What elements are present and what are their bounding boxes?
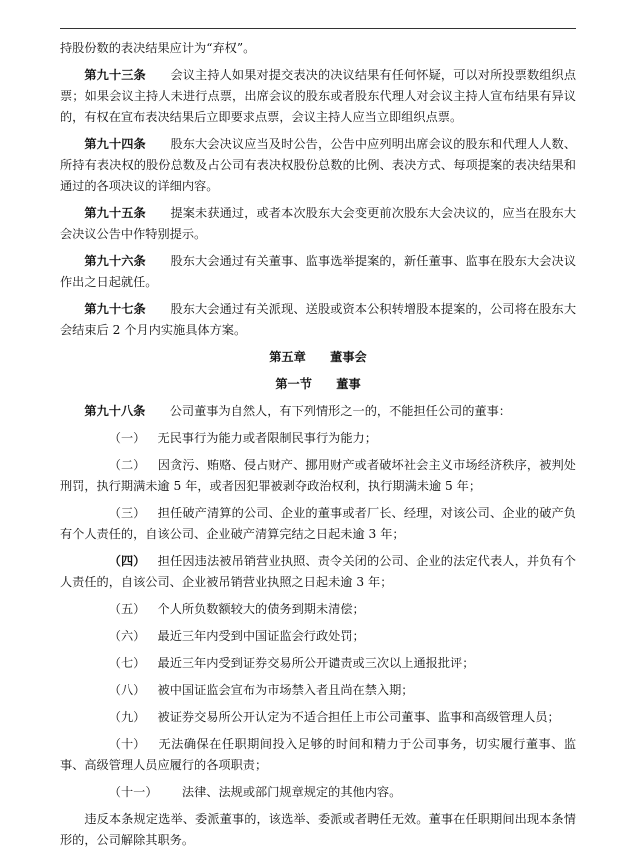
article-text: 提案未获通过，或者本次股东大会变更前次股东大会决议的，应当在股东大会决议公告中作特别提示。 xyxy=(60,206,577,241)
list-item xyxy=(60,707,576,728)
list-item xyxy=(60,734,576,776)
item-text: 无民事行为能力或者限制民事行为能力； xyxy=(157,431,377,445)
item-label: （九） xyxy=(108,710,146,724)
item-label: （一） xyxy=(108,431,146,445)
item-label: （六） xyxy=(108,629,146,643)
section-heading: 第一节 董事 xyxy=(275,377,361,391)
article-text: 公司董事为自然人，有下列情形之一的，不能担任公司的董事： xyxy=(169,404,511,418)
item-text: 担任因违法被吊销营业执照、责令关闭的公司、企业的法定代表人，并负有个人责任的，自该公司、企业被吊销营业执照之日起未逾 3 年； xyxy=(60,554,576,589)
item-text: 法律、法规或部门规章规定的其他内容。 xyxy=(181,785,402,799)
list-item xyxy=(60,782,576,803)
paragraph-continuation: 持股份数的表决结果应计为“弃权”。 xyxy=(60,41,256,55)
item-label: （七） xyxy=(108,656,146,670)
list-item xyxy=(60,599,576,620)
article-number: 第九十八条 xyxy=(84,404,146,418)
article-98 xyxy=(60,401,576,422)
item-text: 被中国证监会宣布为市场禁入者且尚在禁入期； xyxy=(157,683,414,697)
article-number: 第九十四条 xyxy=(84,137,146,151)
list-item xyxy=(60,680,576,701)
item-label: （十） xyxy=(108,737,146,751)
article-96 xyxy=(60,251,576,293)
item-label: （十一） xyxy=(108,785,158,799)
article-number: 第九十六条 xyxy=(84,254,146,268)
closing-paragraph: 违反本条规定选举、委派董事的，该选举、委派或者聘任无效。董事在任职期间出现本条情形的，公司解除其职务。 xyxy=(60,812,576,847)
article-text: 股东大会决议应当及时公告，公告中应列明出席会议的股东和代理人人数、所持有表决权的股份总数及占公司有表决权股份总数的比例、表决方式、每项提案的表决结果和通过的各项决议的详细内容。 xyxy=(60,137,577,193)
article-94 xyxy=(60,134,576,197)
item-label: （八） xyxy=(108,683,146,697)
item-text: 因贪污、贿赂、侵占财产、挪用财产或者破坏社会主义市场经济秩序，被判处刑罚，执行期满未逾 5 年，或者因犯罪被剥夺政治权利，执行期满未逾 5 年； xyxy=(60,458,576,493)
item-label: （五） xyxy=(108,602,146,616)
list-item xyxy=(60,503,576,545)
article-text: 会议主持人如果对提交表决的决议结果有任何怀疑，可以对所投票数组织点票；如果会议主持人未进行点票，出席会议的股东或者股东代理人对会议主持人宣布结果有异议的，有权在宣布表决结果后立即要求点票，会议主持人应当立即组织点票。 xyxy=(60,68,577,124)
item-text: 个人所负数额较大的债务到期未清偿； xyxy=(157,602,365,616)
article-text: 股东大会通过有关派现、送股或资本公积转增股本提案的，公司将在股东大会结束后 2 个月内实施具体方案。 xyxy=(60,302,577,337)
list-item xyxy=(60,428,576,449)
article-97 xyxy=(60,299,576,341)
article-number: 第九十七条 xyxy=(84,302,146,316)
item-label: （二） xyxy=(108,458,146,472)
item-label: （三） xyxy=(108,506,146,520)
article-number: 第九十五条 xyxy=(84,206,146,220)
item-label: （四） xyxy=(108,554,146,568)
article-number: 第九十三条 xyxy=(84,68,146,82)
list-item xyxy=(60,626,576,647)
document-body xyxy=(60,38,576,851)
item-text: 被证券交易所公开认定为不适合担任上市公司董事、监事和高级管理人员； xyxy=(157,710,560,724)
item-text: 无法确保在任职期间投入足够的时间和精力于公司事务，切实履行董事、监事、高级管理人员应履行的各项职责； xyxy=(60,737,577,772)
item-text: 最近三年内受到证券交易所公开谴责或三次以上通报批评； xyxy=(157,656,475,670)
list-item xyxy=(60,551,576,593)
list-item xyxy=(60,653,576,674)
item-text: 最近三年内受到中国证监会行政处罚； xyxy=(157,629,365,643)
item-text: 担任破产清算的公司、企业的董事或者厂长、经理，对该公司、企业的破产负有个人责任的，自该公司、企业破产清算完结之日起未逾 3 年； xyxy=(60,506,576,541)
chapter-heading: 第五章 董事会 xyxy=(269,350,367,364)
list-item xyxy=(60,455,576,497)
article-95 xyxy=(60,203,576,245)
article-93 xyxy=(60,65,576,128)
header-rule xyxy=(60,28,576,29)
article-text: 股东大会通过有关董事、监事选举提案的，新任董事、监事在股东大会决议作出之日起就任。 xyxy=(60,254,577,289)
